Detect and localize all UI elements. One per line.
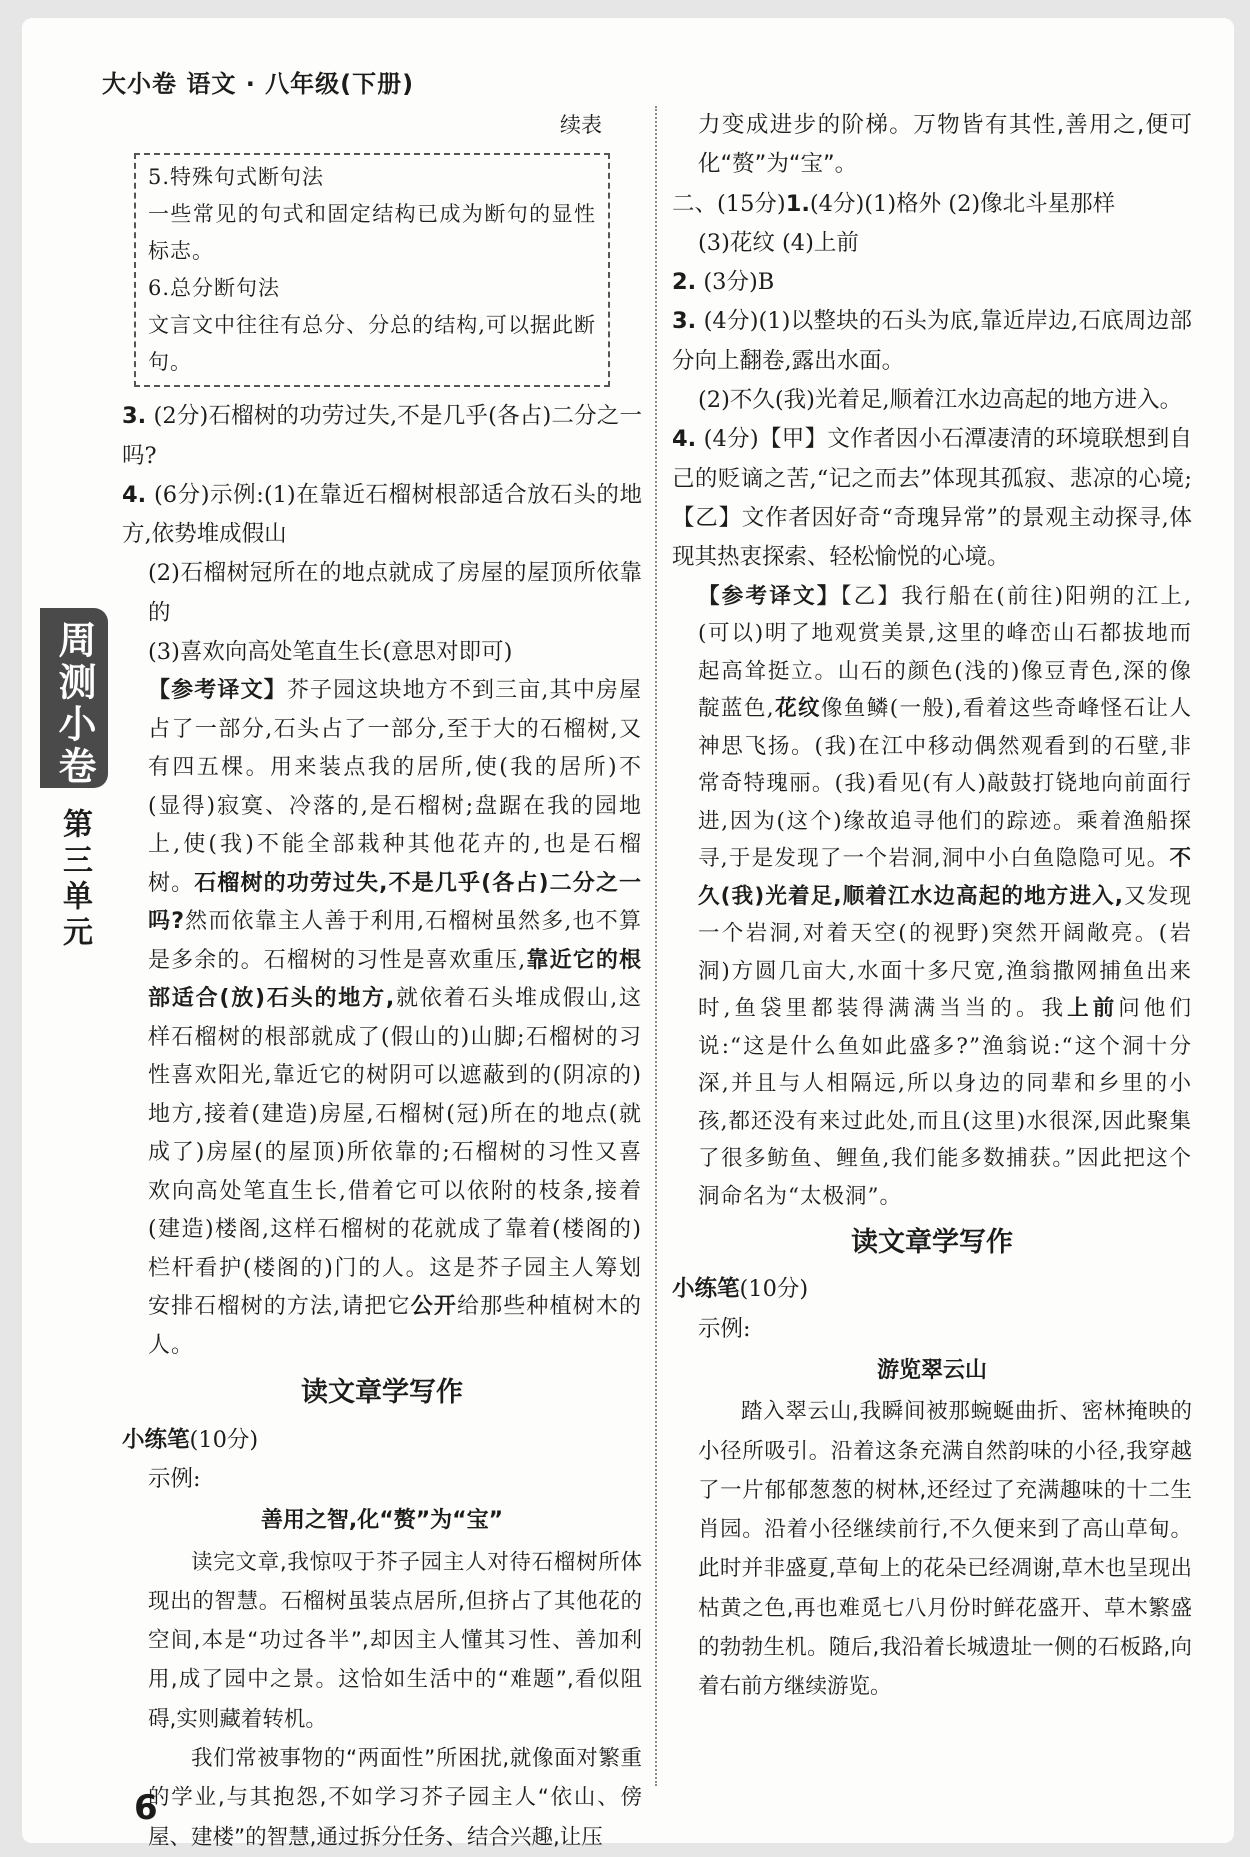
question-number: 3. xyxy=(122,403,147,430)
question-number: 1. xyxy=(785,190,810,217)
translation-text: 像鱼鳞(一般),看着这些奇峰怪石让人神思飞扬。(我)在江中移动偶然观看到的石壁,非常奇特瑰丽。(我)看见(有人)敲鼓打铙地向前面行进,因为(这个)缘故追寻他们的踪迹。乘着渔船探寻,于是发现了一个岩洞,洞中小白鱼隐隐可见。 xyxy=(698,696,1192,872)
page-header: 大小卷 语文 · 八年级(下册) xyxy=(102,70,415,98)
box-line: 5.特殊句式断句法 xyxy=(148,165,325,190)
essay-continuation: 力变成进步的阶梯。万物皆有其性,善用之,便可化“赘”为“宝”。 xyxy=(698,112,1192,178)
essay-paragraph: 踏入翠云山,我瞬间被那蜿蜒曲折、密林掩映的小径所吸引。沿着这条充满自然韵味的小径,我穿越了一片郁郁葱葱的树林,还经过了充满趣味的十二生肖园。沿着小径继续前行,不久便来到了高山草甸。此时并非盛夏,草甸上的花朵已经凋谢,草木也呈现出枯黄之色,再也难觅七八月份时鲜花盛开、草木繁盛的勃勃生机。随后,我沿着长城遗址一侧的石板路,向着右前方继续游览。 xyxy=(698,1399,1192,1700)
answer-line: (2)不久(我)光着足,顺着江水边高起的地方进入。 xyxy=(698,387,1183,414)
practice-score: (10分) xyxy=(739,1276,809,1303)
translation-label: 【参考译文】 xyxy=(698,583,841,609)
practice-heading xyxy=(122,1421,642,1460)
answer-text: (4分)(1)格外 (2)像北斗星那样 xyxy=(809,190,1116,217)
translation-label: 【参考译文】 xyxy=(148,678,287,704)
translation-text: 又发现一个岩洞,对着天空(的视野)突然开阔敞亮。(岩洞)方圆几亩大,水面十多尺宽,渔翁撒网捕鱼出来时,鱼袋里都装得满满当当的。我 xyxy=(698,883,1192,1022)
translation-text: 就依着石头堆成假山,这样石榴树的根部就成了(假山的)山脚;石榴树的习性喜欢阳光,靠近它的树阴可以遮蔽到的(阴凉的)地方,接着(建造)房屋,石榴树(冠)所在的地点(就成了)房屋(的屋顶)所依靠的;石榴树的习性又喜欢向高处笔直生长,借着它可以依附的枝条,接着(建造)楼阁,这样石榴树的花就成了靠着(楼阁的)栏杆看护(楼阁的)门的人。这是芥子园主人筹划安排石榴树的方法,请把它 xyxy=(148,986,642,1320)
left-column xyxy=(122,106,642,1857)
translation-bold: 石榴树的功劳过失,不是几乎(各占)二分之一吗? xyxy=(148,870,642,935)
answer-line: (3)喜欢向高处笔直生长(意思对即可) xyxy=(148,639,513,666)
continued-label: 续表 xyxy=(560,113,602,137)
tips-box xyxy=(134,153,610,387)
practice-heading xyxy=(672,1270,1192,1309)
side-tab-weekly-test: 周测小卷 xyxy=(40,608,108,788)
translation-text: 给那些种植树木的人。 xyxy=(148,1294,642,1358)
answer-text: (2分)石榴树的功劳过失,不是几乎(各占)二分之一吗? xyxy=(122,403,642,469)
essay-paragraph: 我们常被事物的“两面性”所困扰,就像面对繁重的学业,与其抱怨,不如学习芥子园主人“依山、傍屋、建楼”的智慧,通过拆分任务、结合兴趣,让压 xyxy=(148,1746,642,1850)
box-line: 文言文中往往有总分、分总的结构,可以据此断句。 xyxy=(148,313,596,375)
practice-label: 小练笔 xyxy=(122,1426,190,1453)
side-unit-label: 第三单元 xyxy=(57,808,92,952)
section-title: 读文章学写作 xyxy=(301,1377,463,1409)
reference-translation xyxy=(672,578,1192,1216)
page-number: 6 xyxy=(134,1788,158,1828)
translation-bold: 不久(我)光着足,顺着江水边高起的地方进入, xyxy=(698,846,1192,909)
answer-line: (3)花纹 (4)上前 xyxy=(698,229,859,256)
example-label: 示例: xyxy=(148,1465,201,1492)
translation-text: 芥子园这块地方不到三亩,其中房屋占了一部分,石头占了一部分,至于大的石榴树,又有四五棵。用来装点我的居所,使(我的居所)不(显得)寂寞、冷落的,是石榴树;盘踞在我的园地上,使(我)不能全部栽种其他花卉的,也是石榴树。 xyxy=(148,678,642,896)
essay-paragraph: 读完文章,我惊叹于芥子园主人对待石榴树所体现出的智慧。石榴树虽装点居所,但挤占了其他花的空间,本是“功过各半”,却因主人懂其习性、善加利用,成了园中之景。这恰如生活中的“难题”,看似阻碍,实则藏着转机。 xyxy=(148,1549,642,1732)
answer-section-2 xyxy=(672,185,1192,224)
box-line: 6.总分断句法 xyxy=(148,276,281,301)
essay-title: 善用之智,化“赘”为“宝” xyxy=(260,1508,504,1534)
translation-bold: 上前 xyxy=(1067,996,1119,1022)
translation-bold: 公开 xyxy=(410,1294,457,1320)
question-number: 4. xyxy=(672,426,697,453)
translation-bold: 靠近它的根部适合(放)石头的地方, xyxy=(148,947,642,1012)
answer-q2-3 xyxy=(672,302,1192,381)
question-number: 2. xyxy=(672,269,697,296)
translation-text: 【乙】我行船在(前往)阳朔的江上,(可以)明了地观赏美景,这里的峰峦山石都拔地而起高耸挺立。山石的颜色(浅的)像豆青色,深的像靛蓝色, xyxy=(698,583,1192,722)
page xyxy=(22,18,1234,1850)
section-header: 二、(15分) xyxy=(672,190,786,217)
translation-bold: 花纹 xyxy=(774,696,821,722)
answer-q3 xyxy=(122,397,642,476)
answer-text: (6分)示例:(1)在靠近石榴树根部适合放石头的地方,依势堆成假山 xyxy=(122,481,643,548)
answer-line: (2)石榴树冠所在的地点就成了房屋的屋顶所依靠的 xyxy=(148,560,642,626)
answer-text: (4分)【甲】文作者因小石潭凄清的环境联想到自己的贬谪之苦,“记之而去”体现其孤寂、悲凉的心境;【乙】文作者因好奇“奇瑰异常”的景观主动探寻,体现其热衷探索、轻松愉悦的心境。 xyxy=(672,426,1193,571)
answer-q2-2 xyxy=(672,263,1192,302)
answer-q2-4 xyxy=(672,420,1192,577)
question-number: 3. xyxy=(672,308,697,335)
answer-text: (4分)(1)以整块的石头为底,靠近岸边,石底周边部分向上翻卷,露出水面。 xyxy=(672,308,1192,374)
box-line: 一些常见的句式和固定结构已成为断句的显性标志。 xyxy=(148,202,596,264)
question-number: 4. xyxy=(122,481,147,508)
essay-title: 游览翠云山 xyxy=(876,1357,987,1383)
answer-q4 xyxy=(122,476,642,555)
answer-text: (3分)B xyxy=(703,269,775,296)
translation-text: 然而依靠主人善于利用,石榴树虽然多,也不算是多余的。石榴树的习性是喜欢重压, xyxy=(148,909,642,973)
practice-score: (10分) xyxy=(189,1426,259,1453)
section-title: 读文章学写作 xyxy=(851,1227,1013,1259)
practice-label: 小练笔 xyxy=(672,1276,740,1303)
example-label: 示例: xyxy=(698,1315,751,1342)
reference-translation xyxy=(122,672,642,1365)
right-column xyxy=(672,106,1192,1707)
translation-text: 问他们说:“这是什么鱼如此盛多?”渔翁说:“这个洞十分深,并且与人相隔远,所以身边的同辈和乡里的小孩,都还没有来过此处,而且(这里)水很深,因此聚集了很多鲂鱼、鲤鱼,我们能多数捕获。”因此把这个洞命名为“太极洞”。 xyxy=(698,996,1192,1209)
column-divider xyxy=(655,106,657,1786)
